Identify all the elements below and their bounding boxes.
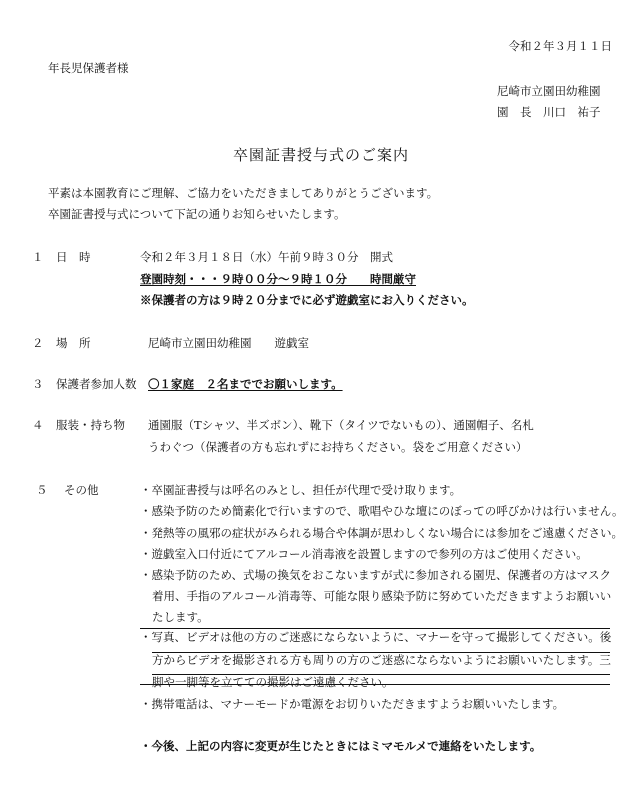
section-2-venue: 尼崎市立園田幼稚園 遊戯室: [148, 336, 309, 350]
section-1-label: 日 時: [56, 250, 91, 264]
section-2-number: ２: [32, 336, 44, 350]
section-4-label: 服装・持ち物: [56, 418, 125, 432]
section-3-number: ３: [32, 377, 44, 391]
list-item: ・写真、ビデオは他の方のご迷惑にならないように、マナーを守って撮影してください。後: [140, 630, 612, 644]
section-4-number: ４: [32, 418, 44, 432]
intro-line-2: 卒園証書授与式について下記の通りお知らせいたします。: [48, 207, 346, 221]
list-item: 方からビデオを撮影される方も周りの方のご迷惑にならないようにお願いいたします。三: [152, 653, 611, 667]
list-item: 脚や一脚等を立てての撮影はご遠慮ください。: [152, 675, 394, 689]
section-2-label: 場 所: [56, 336, 91, 350]
sender-organization: 尼崎市立園田幼稚園: [497, 84, 601, 98]
section-1-arrival-time: 登園時刻・・・９時００分～９時１０分 時間厳守: [140, 272, 416, 286]
list-item: ・遊戯室入口付近にてアルコール消毒液を設置しますので参列の方はご使用ください。: [140, 547, 588, 561]
list-item: ・感染予防のため、式場の換気をおこないますが式に参加される園児、保護者の方はマスク: [140, 568, 612, 582]
list-item: たします。: [152, 610, 209, 624]
list-item: ・携帯電話は、マナーモードか電源をお切りいただきますようお願いいたします。: [140, 697, 565, 711]
section-1-number: １: [32, 250, 44, 264]
section-1-guardian-note: ※保護者の方は９時２０分までに必ず遊戯室にお入りください。: [140, 293, 474, 307]
sender-name: 園 長 川口 祐子: [497, 105, 601, 119]
list-item: ・卒園証書授与は呼名のみとし、担任が代理で受け取ります。: [140, 483, 462, 497]
list-item: ・感染予防のため簡素化で行いますので、歌唱やひな壇にのぼっての呼びかけは行いません。: [140, 504, 624, 518]
closing-note: ・今後、上記の内容に変更が生じたときにはミマモルメで連絡をいたします。: [140, 739, 542, 753]
section-5-label: その他: [64, 483, 99, 497]
recipient: 年長児保護者様: [48, 61, 129, 75]
section-5-number: ５: [36, 483, 48, 497]
document-date: 令和２年３月１１日: [508, 39, 612, 53]
list-item: 着用、手指のアルコール消毒等、可能な限り感染予防に努めていただきますようお願いい: [152, 589, 612, 603]
section-3-attendance: 〇１家庭 ２名まででお願いします。: [148, 377, 343, 391]
section-1-datetime: 令和２年３月１８日（水）午前９時３０分 開式: [140, 250, 393, 264]
section-3-label: 保護者参加人数: [56, 377, 137, 391]
intro-line-1: 平素は本園教育にご理解、ご協力をいただきましてありがとうございます。: [48, 186, 439, 200]
document-title: 卒園証書授与式のご案内: [232, 146, 409, 164]
section-4-shoes: うわぐつ（保護者の方も忘れずにお持ちください。袋をご用意ください）: [148, 440, 528, 454]
list-item: ・発熱等の風邪の症状がみられる場合や体調が思わしくない場合には参加をご遠慮ください。: [140, 526, 623, 540]
section-4-clothing: 通園服（Tシャツ、半ズボン）、靴下（タイツでないもの）、通園帽子、名札: [148, 418, 534, 432]
